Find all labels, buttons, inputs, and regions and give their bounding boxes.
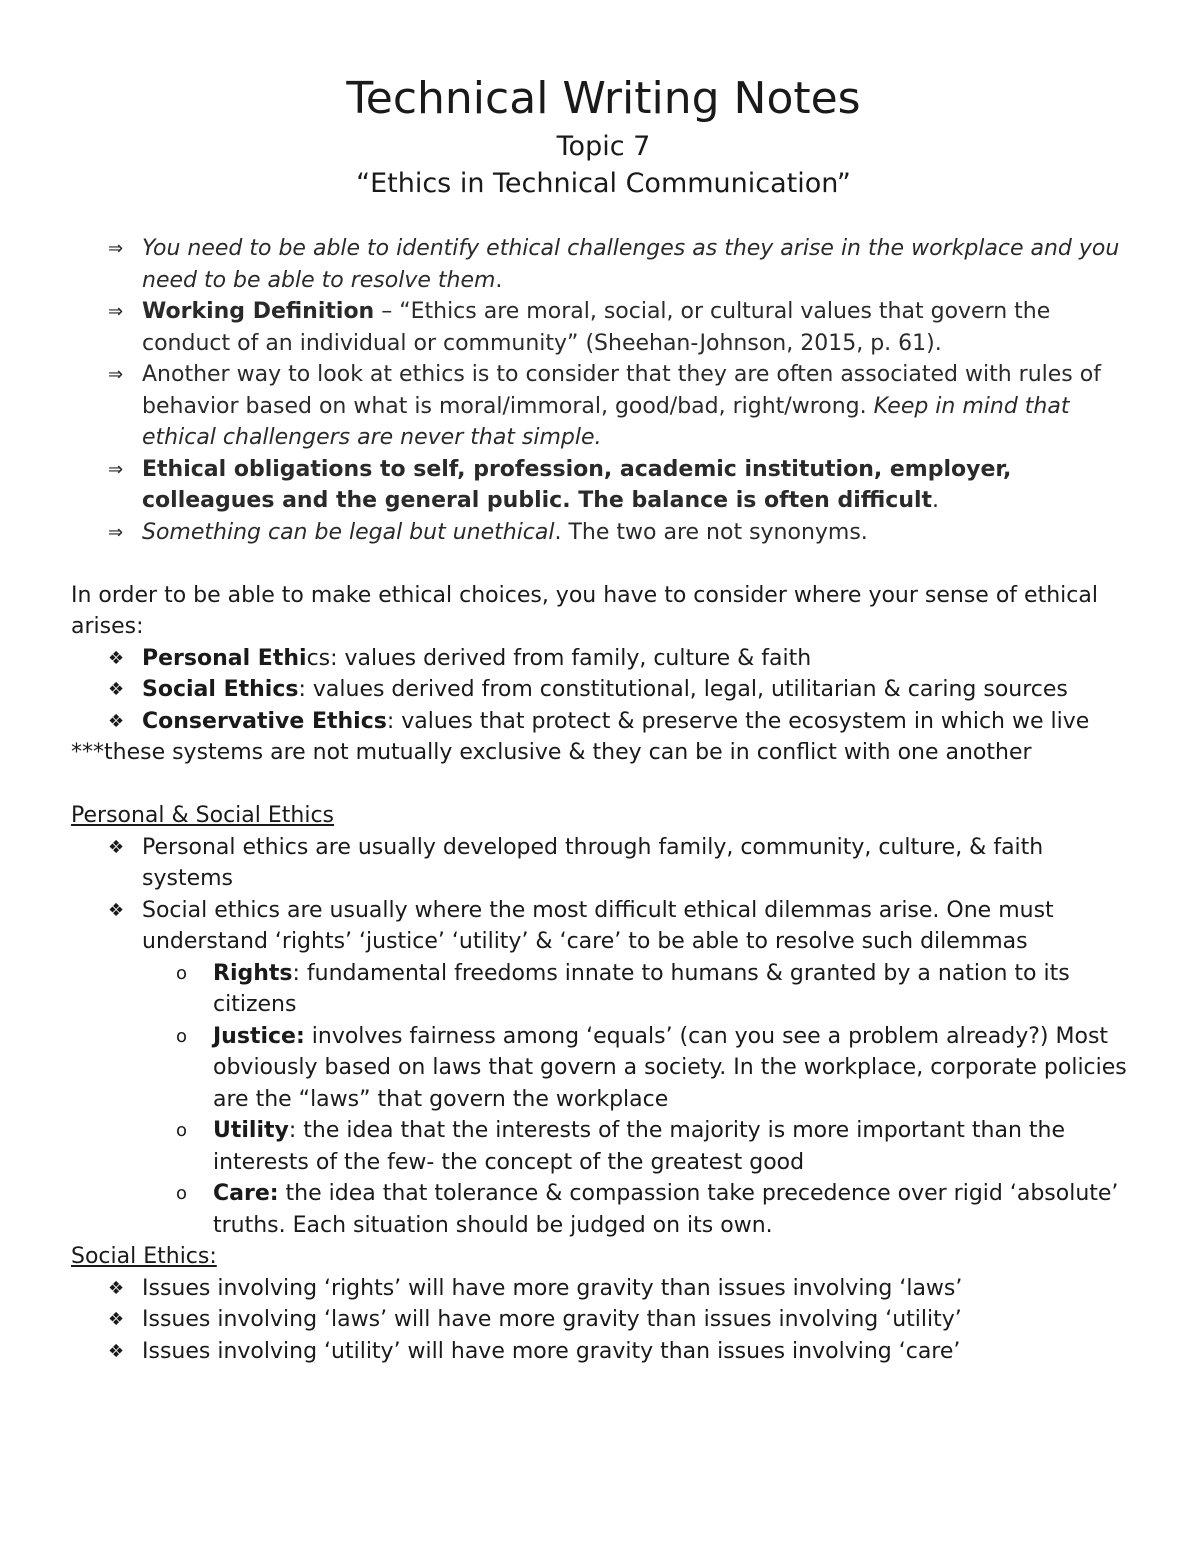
- section-heading: Social Ethics:: [71, 1244, 217, 1269]
- sub-list-item: o Care: the idea that tolerance & compassion take precedence over rigid ‘absolute’ truths. Each situation should be judged on its own.: [142, 1178, 1136, 1241]
- key-points-list: [71, 233, 1136, 548]
- list-item: ❖ Social Ethics: values derived from constitutional, legal, utilitarian & caring sources: [71, 674, 1136, 706]
- diamond-bullet-icon: ❖: [108, 710, 125, 732]
- arrow-icon: ⇒: [108, 458, 124, 480]
- sub-list-item: o Justice: involves fairness among ‘equals’ (can you see a problem already?) Most obviously based on laws that govern a society. In the workplace, corporate policies are the “laws” that govern the workplace: [142, 1021, 1136, 1116]
- diamond-bullet-icon: ❖: [108, 836, 125, 858]
- page-title: Technical Writing Notes: [346, 73, 861, 124]
- arrow-icon: ⇒: [108, 521, 124, 543]
- arrow-icon: ⇒: [108, 301, 124, 322]
- list-item: ❖ Issues involving ‘rights’ will have more gravity than issues involving ‘laws’: [71, 1273, 1136, 1305]
- circle-bullet-icon: o: [176, 962, 188, 984]
- arrow-icon: ⇒: [108, 364, 124, 385]
- circle-bullet-icon: o: [176, 1183, 188, 1204]
- diamond-bullet-icon: ❖: [108, 647, 125, 669]
- list-item: ❖ Issues involving ‘utility’ will have more gravity than issues involving ‘care’: [71, 1336, 1136, 1368]
- key-point: ⇒ Another way to look at ethics is to consider that they are often associated with rules of behavior based on what is moral/immoral, good/bad, right/wrong. Keep in mind that ethical challengers are never that simple.: [71, 359, 1136, 454]
- sub-list-item: o Utility: the idea that the interests of the majority is more important than the interests of the few- the concept of the greatest good: [142, 1115, 1136, 1178]
- list-item: ❖ Personal Ethics: values derived from family, culture & faith: [71, 643, 1136, 675]
- section-heading: Personal & Social Ethics: [71, 803, 335, 828]
- concepts-sublist: [142, 958, 1136, 1242]
- social-ethics-list: [71, 1273, 1136, 1368]
- list-item: ❖ Social ethics are usually where the most difficult ethical dilemmas arise. One must understand ‘rights’ ‘justice’ ‘utility’ & ‘care’ to be able to resolve such dilemmas o Rights: fundamental freedoms innate to humans & granted by a nation to its citizens o Justice: involves fairness among ‘equals’ (can you see a problem already?) Most obviously based on laws that govern a society. In the workplace, corporate policies are the “laws” that govern the workplace o Utility: the idea that the interests of the majority is more important than the interests of the few- the concept of the greatest good o Care: the idea that tolerance & compassion take precedence over rigid ‘absolute’ truths. Each situation should be judged on its own.: [71, 895, 1136, 1242]
- circle-bullet-icon: o: [176, 1025, 188, 1047]
- personal-social-list: [71, 832, 1136, 1242]
- sub-list-item: o Rights: fundamental freedoms innate to humans & granted by a nation to its citizens: [142, 958, 1136, 1021]
- circle-bullet-icon: o: [176, 1120, 188, 1141]
- list-item: ❖ Conservative Ethics: values that protect & preserve the ecosystem in which we live: [71, 706, 1136, 738]
- key-point: ⇒ Working Definition – “Ethics are moral, social, or cultural values that govern the conduct of an individual or community” (Sheehan-Johnson, 2015, p. 61).: [71, 296, 1136, 359]
- diamond-bullet-icon: ❖: [108, 899, 125, 921]
- document-body: [71, 70, 1136, 1367]
- systems-note: ***these systems are not mutually exclusive & they can be in conflict with one another: [71, 740, 1032, 765]
- diamond-bullet-icon: ❖: [108, 679, 125, 700]
- list-item: ❖ Issues involving ‘laws’ will have more gravity than issues involving ‘utility’: [71, 1304, 1136, 1336]
- ethics-sources-intro: In order to be able to make ethical choices, you have to consider where your sense of ethical arises:: [71, 582, 1098, 639]
- list-item: ❖ Personal ethics are usually developed through family, community, culture, & faith systems: [71, 832, 1136, 895]
- topic-subtitle: “Ethics in Technical Communication”: [356, 168, 851, 199]
- diamond-bullet-icon: ❖: [108, 1309, 125, 1330]
- arrow-icon: ⇒: [108, 238, 124, 259]
- key-point: ⇒ You need to be able to identify ethical challenges as they arise in the workplace and you need to be able to resolve them.: [71, 233, 1136, 296]
- diamond-bullet-icon: ❖: [108, 1277, 125, 1299]
- ethics-sources-list: [71, 643, 1136, 738]
- key-point: ⇒ Something can be legal but unethical. The two are not synonyms.: [71, 517, 1136, 549]
- key-point: ⇒ Ethical obligations to self, profession, academic institution, employer, colleagues and the general public. The balance is often difficult.: [71, 454, 1136, 517]
- topic-label: Topic 7: [556, 131, 651, 162]
- diamond-bullet-icon: ❖: [108, 1340, 125, 1362]
